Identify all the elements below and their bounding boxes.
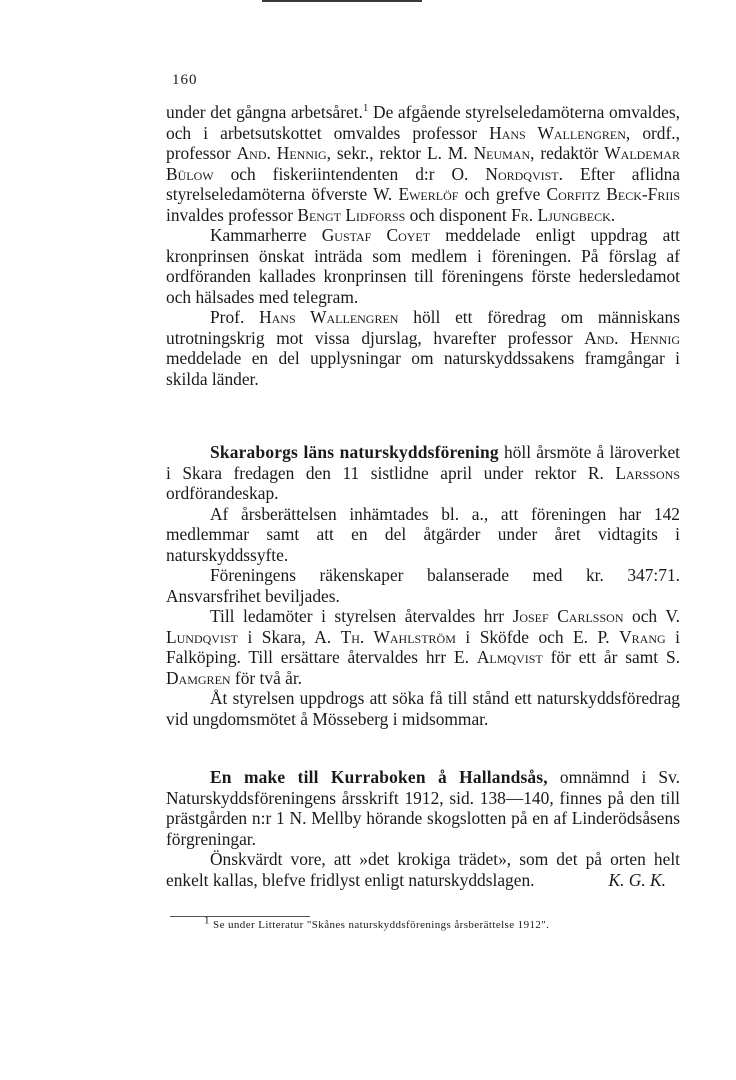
person-name: Fr. Ljungbeck [511,204,611,225]
person-name: Vrang [619,626,666,647]
paragraph-board-members: Till ledamöter i styrelsen återvaldes hrr Josef Carlsson och V. Lundqvist i Skara, A. Th. Wahlström i Sköfde och E. P. Vrang i Falköping. Till ersättare återvaldes hrr E. Almqvist för ett år samt S. Damgren för två år. [166,606,681,688]
person-name: Almqvist [476,647,543,667]
person-name: Bengt Lidforss [297,204,406,225]
paragraph-annual-report: Af årsberättelsen inhämtades bl. a., att föreningen har 142 medlemmar samt att en del åtgärder under året vidtagits i naturskyddssyfte. [166,503,680,565]
page-number: 160 [172,72,198,88]
footnote [204,914,684,932]
person-name: Lundqvist [166,626,238,647]
paragraph-accounts: Föreningens räkenskaper balanserade med kr. 347:71. Ansvarsfrihet beviljades. [166,565,680,606]
person-name: Damgren [166,667,231,688]
paragraph-lecture: Prof. Hans Wallengren höll ett föredrag om människans utrotningskrig mot vissa djurslag, hvarefter professor And. Hennig meddelade en del upplysningar om naturskyddssakens framgångar i skilda länder. [166,307,680,389]
person-name: Gustaf Coyet [321,225,431,245]
person-name: And. Hennig [584,327,680,348]
person-name: Th. Wahlström [340,626,456,647]
footnote-mark: 1 [204,914,210,927]
paragraph-crown-prince: Kammarherre Gustaf Coyet meddelade enligt uppdrag att kronprinsen önskat inträda som medlem i föreningen. På förslag af ordföranden kallades kronprinsen till föreningens förste hedersledamot och hälsades med telegram. [166,225,680,307]
section-annual-meeting-continued [166,102,680,389]
person-name: Josef Carlsson [512,606,624,626]
author-signature: K. G. K. [608,869,666,890]
person-name: And. Hennig [236,143,327,163]
footnote-text: Se under Litteratur "Skånes naturskyddsförenings årsberättelse 1912". [209,919,550,931]
paragraph-board-elections: under det gångna arbetsåret.$^1$ De afgående styrelseledamöterna omvaldes, och i arbetsutskottet omvaldes professor Hans Wallengren, ordf., professor And. Hennig, sekr., rektor L. M. Neuman, redaktör Waldemar Bülow och fiskeriintendenten d:r O. Nordqvist. Efter aflidna styrelseledamöterna öfverste W. Ewerlöf och grefve Corfitz Beck-Friis invaldes professor Bengt Lidforss och disponent Fr. Ljungbeck. [166,102,680,225]
footnote-reference: 1 [362,102,369,115]
footnote-rule [170,916,310,917]
person-name: Ewerlöf [398,184,459,204]
person-name: Waldemar Bülow [166,143,680,184]
top-edge-rule [262,0,422,2]
person-name: Hans Wallengren [259,307,399,327]
paragraph-lecture-assignment: Åt styrelsen uppdrogs att söka få till stånd ett naturskyddsföredrag vid ungdomsmötet å Mösseberg i midsommar. [166,688,680,729]
section-skaraborg-society [166,442,680,729]
person-name: Hans Wallengren [489,122,626,143]
person-name: Neuman [473,143,531,163]
section-heading: En make till Kurraboken å Hallandsås, [210,767,548,787]
paragraph-kurraboken: En make till Kurraboken å Hallandsås, omnämnd i Sv. Naturskyddsföreningens årsskrift 1912, sid. 138—140, finnes på den till prästgården n:r 1 N. Mellby hörande skogslotten på en af Linderödsåsens förgreningar. [166,767,680,849]
paragraph-skaraborg-meeting: Skaraborgs läns naturskyddsförening höll årsmöte å läroverket i Skara fredagen den 11 sistlidne april under rektor R. Larssons ordförandeskap. [166,442,680,503]
section-heading: Skaraborgs läns naturskyddsförening [210,442,499,462]
person-name: Corfitz Beck-Friis [546,184,680,204]
person-name: Nordqvist [485,163,559,184]
person-name: Larssons [615,462,680,483]
paragraph-crooked-tree: Önskvärdt vore, att »det krokiga trädet», som det på orten helt enkelt kallas, blefve fridlyst enligt naturskyddslagen. K. G. K. [166,849,680,890]
section-kurraboken [166,767,680,890]
